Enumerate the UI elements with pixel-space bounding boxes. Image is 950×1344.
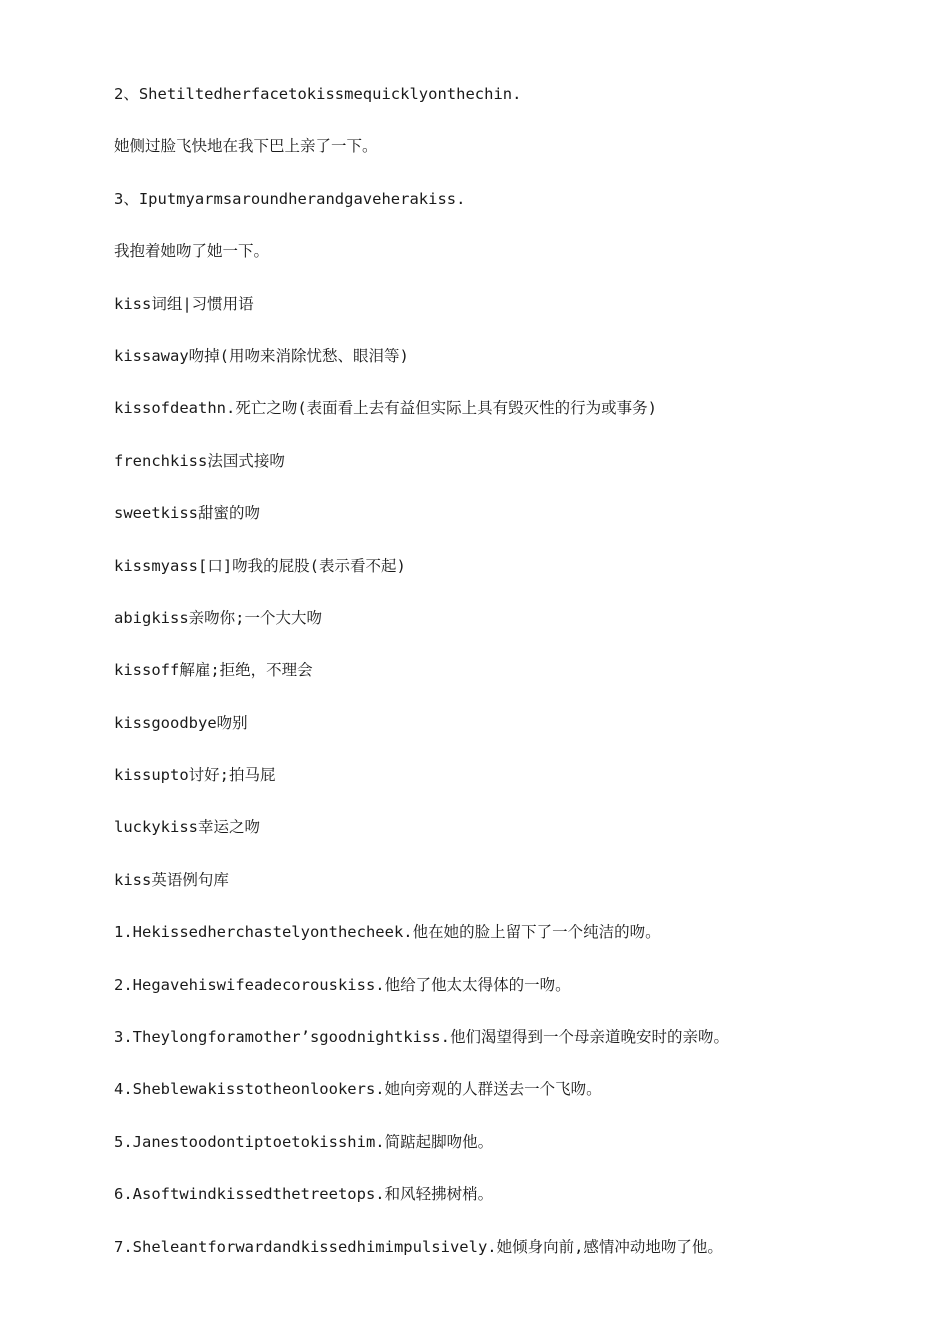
section-heading: kiss英语例句库 [114,870,229,889]
phrase-item: kissoff解雇;拒绝，不理会 [114,661,313,680]
phrase-item: kissaway吻掉(用吻来消除忧愁、眼泪等) [114,346,409,365]
text-line: 2、Shetiltedherfacetokissmequicklyonthechin. [114,85,522,103]
text-line: 我抱着她吻了她一下。 [114,242,270,261]
phrase-item: kissupto讨好;拍马屁 [114,766,276,785]
phrase-item: frenchkiss法国式接吻 [114,451,285,470]
phrase-item: luckykiss幸运之吻 [114,818,260,837]
example-sentence: 6.Asoftwindkissedthetreetops.和风轻拂树梢。 [114,1185,494,1204]
example-sentence: 7.Sheleantforwardandkissedhimimpulsively.她倾身向前,感情冲动地吻了他。 [114,1237,723,1256]
section-heading: kiss词组|习惯用语 [114,294,254,313]
example-sentence: 1.Hekissedherchastelyonthecheek.他在她的脸上留下了一个纯洁的吻。 [114,923,661,942]
text-line: 3、Iputmyarmsaroundherandgaveherakiss. [114,189,466,208]
phrase-item: abigkiss亲吻你;一个大大吻 [114,608,322,627]
phrase-item: kissmyass[口]吻我的屁股(表示看不起) [114,556,406,575]
example-sentence: 3.Theylongforamother’sgoodnightkiss.他们渴望得到一个母亲道晚安时的亲吻。 [114,1028,729,1047]
text-line: 她侧过脸飞快地在我下巴上亲了一下。 [114,137,378,156]
phrase-item: kissgoodbye吻别 [114,713,248,732]
document-page [114,80,894,1285]
example-sentence: 4.Sheblewakisstotheonlookers.她向旁观的人群送去一个飞吻。 [114,1080,602,1099]
example-sentence: 2.Hegavehiswifeadecorouskiss.他给了他太太得体的一吻。 [114,975,571,994]
phrase-item: kissofdeathn.死亡之吻(表面看上去有益但实际上具有毁灭性的行为或事务) [114,399,657,418]
example-sentence: 5.Janestoodontiptoetokisshim.简踮起脚吻他。 [114,1132,494,1151]
phrase-item: sweetkiss甜蜜的吻 [114,504,260,523]
